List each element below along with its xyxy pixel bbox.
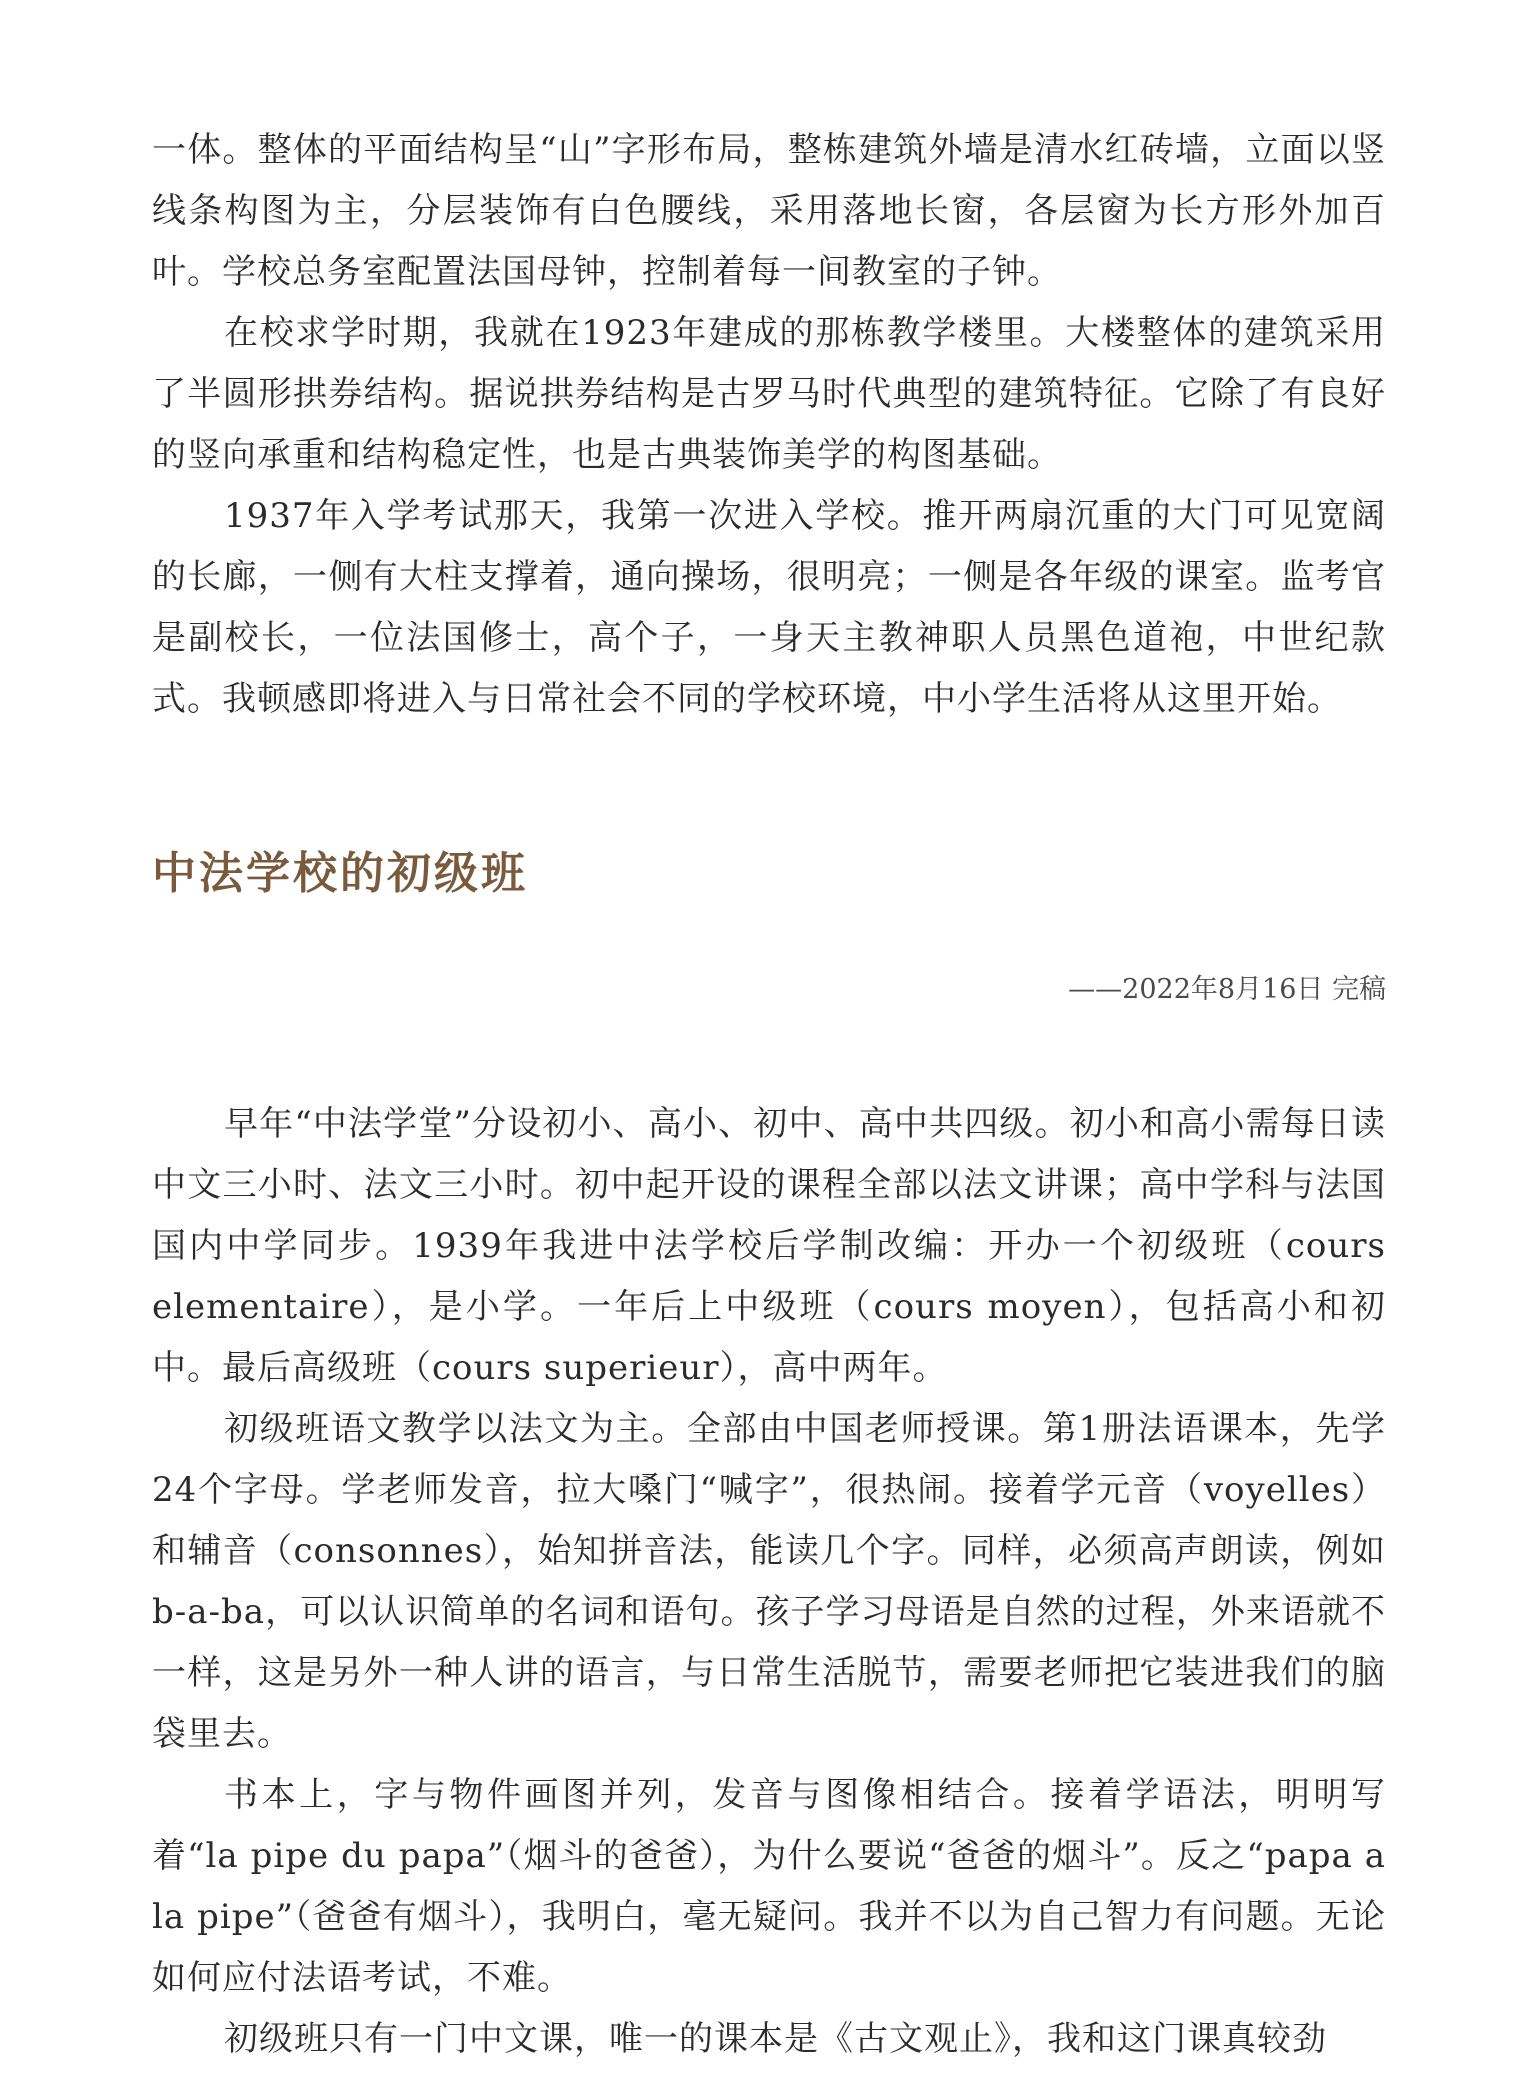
- intro-paragraph-continued: 一体。整体的平面结构呈“山”字形布局，整栋建筑外墙是清水红砖墙，立面以竖线条构图为主，分层装饰有白色腰线，采用落地长窗，各层窗为长方形外加百叶。学校总务室配置法国母钟，控制着每一间教室的子钟。: [152, 130, 1386, 292]
- page-body: [152, 120, 1386, 2070]
- body-paragraph: 初级班只有一门中文课，唯一的课本是《古文观止》，我和这门课真较劲: [224, 2019, 1327, 2059]
- section-spacer: [152, 1010, 1386, 1094]
- body-paragraph: 初级班语文教学以法文为主。全部由中国老师授课。第1册法语课本，先学24个字母。学老师发音，拉大嗓门“喊字”，很热闹。接着学元音（voyelles）和辅音（consonnes），始知拼音法，能读几个字。同样，必须高声朗读，例如b-a-ba，可以认识简单的名词和语句。孩子学习母语是自然的过程，外来语就不一样，这是另外一种人讲的语言，与日常生活脱节，需要老师把它装进我们的脑袋里去。: [152, 1409, 1386, 1754]
- body-paragraph: 书本上，字与物件画图并列，发音与图像相结合。接着学语法，明明写着“la pipe du papa”（烟斗的爸爸），为什么要说“爸爸的烟斗”。反之“papa a la pipe”（爸爸有烟斗），我明白，毫无疑问。我并不以为自己智力有问题。无论如何应付法语考试，不难。: [152, 1775, 1386, 1998]
- section-title: 中法学校的初级班: [152, 848, 528, 899]
- intro-paragraph: 在校求学时期，我就在1923年建成的那栋教学楼里。大楼整体的建筑采用了半圆形拱券结构。据说拱券结构是古罗马时代典型的建筑特征。它除了有良好的竖向承重和结构稳定性，也是古典装饰美学的构图基础。: [152, 313, 1386, 475]
- section-spacer: [152, 730, 1386, 844]
- body-paragraph: 早年“中法学堂”分设初小、高小、初中、高中共四级。初小和高小需每日读中文三小时、法文三小时。初中起开设的课程全部以法文讲课；高中学科与法国国内中学同步。1939年我进中法学校后学制改编：开办一个初级班（cours elementaire），是小学。一年后上中级班（cours moyen），包括高小和初中。最后高级班（cours superieur），高中两年。: [152, 1104, 1386, 1388]
- completion-dateline: ——2022年8月16日 完稿: [1068, 974, 1386, 1005]
- intro-paragraph: 1937年入学考试那天，我第一次进入学校。推开两扇沉重的大门可见宽阔的长廊，一侧有大柱支撑着，通向操场，很明亮；一侧是各年级的课室。监考官是副校长，一位法国修士，高个子，一身天主教神职人员黑色道袍，中世纪款式。我顿感即将进入与日常社会不同的学校环境，中小学生活将从这里开始。: [152, 496, 1386, 719]
